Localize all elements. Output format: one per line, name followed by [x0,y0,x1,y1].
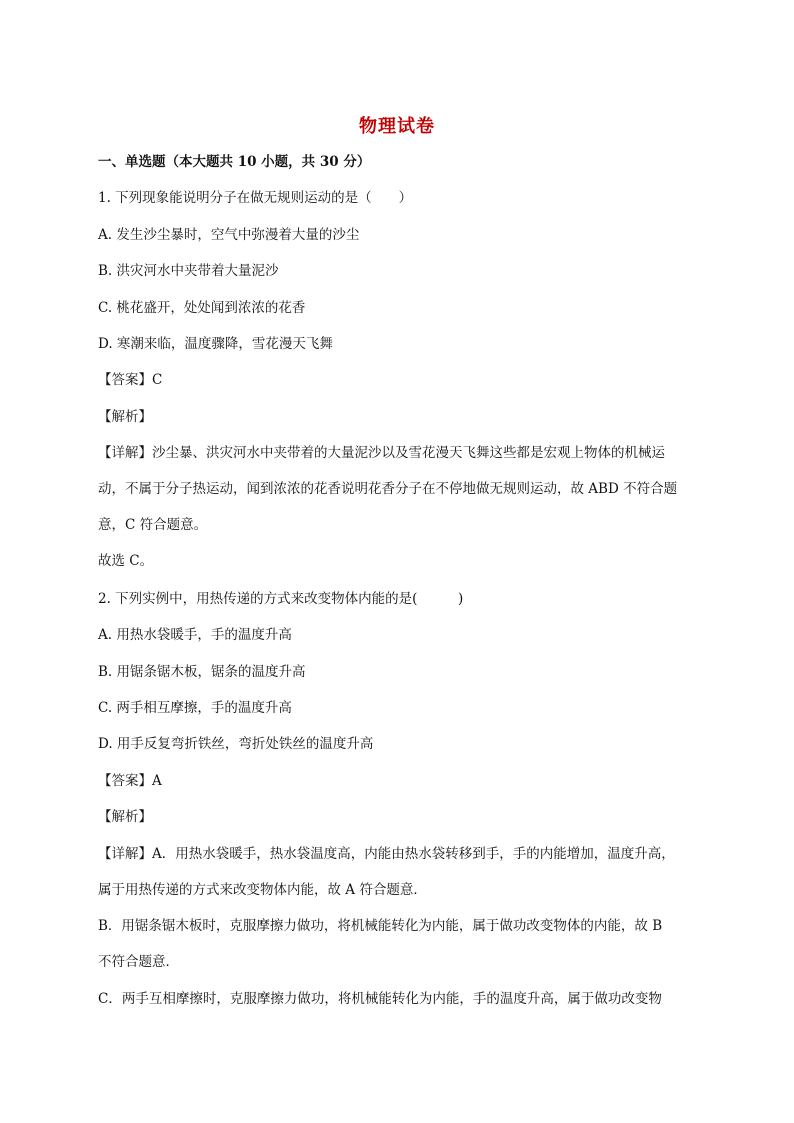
document-title: 物理试卷 [359,116,435,137]
question-1-stem: 1. 下列现象能说明分子在做无规则运动的是（ ） [98,190,413,206]
question-1-option-b: B. 洪灾河水中夹带着大量泥沙 [98,263,279,279]
question-1-detail-line: 意，C 符合题意。 [98,517,208,533]
question-2-detail-line: 【详解】A．用热水袋暖手，热水袋温度高，内能由热水袋转移到手，手的内能增加，温度升高， [98,846,675,862]
question-1-option-a: A. 发生沙尘暴时，空气中弥漫着大量的沙尘 [98,227,360,243]
question-2-option-a: A. 用热水袋暖手，手的温度升高 [98,627,292,643]
question-1-analysis-label: 【解析】 [98,409,152,425]
question-2-detail-line: B．用锯条锯木板时，克服摩擦力做功，将机械能转化为内能，属于做功改变物体的内能，故 B [98,918,663,934]
question-1-option-c: C. 桃花盛开，处处闻到浓浓的花香 [98,300,306,316]
question-2-detail-line: 属于用热传递的方式来改变物体内能，故 A 符合题意． [98,882,427,898]
question-1-detail-line: 【详解】沙尘暴、洪灾河水中夹带着的大量泥沙以及雪花漫天飞舞这些都是宏观上物体的机械运 [98,445,665,461]
question-2-stem: 2. 下列实例中，用热传递的方式来改变物体内能的是( ) [98,591,464,607]
question-2-detail-line: C．两手互相摩擦时，克服摩擦力做功，将机械能转化为内能，手的温度升高，属于做功改变物 [98,991,662,1007]
section-heading: 一、单选题（本大题共 10 小题，共 30 分） [98,154,371,170]
question-2-analysis-label: 【解析】 [98,809,152,825]
question-2-answer: 【答案】A [98,773,162,789]
question-1-option-d: D. 寒潮来临，温度骤降，雪花漫天飞舞 [98,336,333,352]
question-1-conclusion: 故选 C。 [98,553,154,569]
question-2-option-c: C. 两手相互摩擦，手的温度升高 [98,700,292,716]
question-2-option-b: B. 用锯条锯木板，锯条的温度升高 [98,664,306,680]
question-2-detail-line: 不符合题意． [98,954,179,970]
question-1-detail-line: 动，不属于分子热运动，闻到浓浓的花香说明花香分子在不停地做无规则运动，故 ABD 不符合题 [98,481,678,497]
question-1-answer: 【答案】C [98,372,163,388]
question-2-option-d: D. 用手反复弯折铁丝，弯折处铁丝的温度升高 [98,736,374,752]
